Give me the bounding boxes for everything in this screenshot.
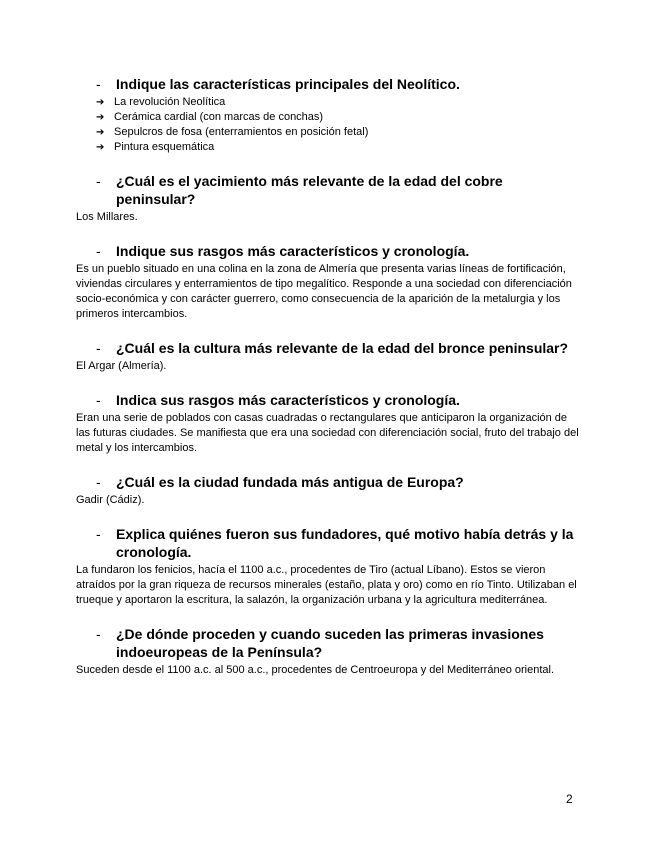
question-heading xyxy=(76,242,581,260)
answer-text: La fundaron los fenicios, hacía el 1100 a.c., procedentes de Tiro (actual Líbano). Estos se vieron atraídos por la gran riqueza de recursos minerales (estaño, plata y oro) como en río Tinto. Utilizaban el trueque y aportaron la escritura, la salazón, la organización urbana y la agricultura mediterránea. xyxy=(76,564,577,606)
question-heading xyxy=(76,473,581,491)
question-heading xyxy=(76,391,581,409)
arrow-icon: ➔ xyxy=(96,112,105,123)
question-text: Indica sus rasgos más característicos y cronología. xyxy=(116,392,460,408)
list-item: ➔ Pintura esquemática xyxy=(96,141,215,153)
answer-text: El Argar (Almería). xyxy=(76,360,167,372)
question-text: Explica quiénes fueron sus fundadores, qué motivo había detrás y la cronología. xyxy=(116,526,574,560)
page-number: 2 xyxy=(566,792,573,806)
question-heading xyxy=(76,625,581,661)
answer-text: Gadir (Cádiz). xyxy=(76,494,145,506)
arrow-icon: ➔ xyxy=(96,97,105,108)
question-heading xyxy=(76,339,581,357)
question-text: Indique sus rasgos más característicos y cronología. xyxy=(116,243,470,259)
dash-marker: - xyxy=(96,474,101,490)
dash-marker: - xyxy=(96,626,101,642)
bullet-list xyxy=(76,95,581,155)
question-text: ¿De dónde proceden y cuando suceden las primeras invasiones indoeuropeas de la Península? xyxy=(116,626,544,660)
dash-marker: - xyxy=(96,173,101,189)
dash-marker: - xyxy=(96,76,101,92)
dash-marker: - xyxy=(96,526,101,542)
dash-marker: - xyxy=(96,243,101,259)
answer-text: Es un pueblo situado en una colina en la zona de Almería que presenta varias líneas de fortificación, viviendas circulares y enterramientos de tipo megalítico. Responde a una sociedad con diferenciación socio-económica y con carácter guerrero, como consecuencia de la aparición de la metalurgia y los primeros intercambios. xyxy=(76,263,572,320)
answer-text: Los Millares. xyxy=(76,211,138,223)
question-heading xyxy=(76,525,581,561)
dash-marker: - xyxy=(96,392,101,408)
question-text: ¿Cuál es la ciudad fundada más antigua de Europa? xyxy=(116,474,464,490)
arrow-icon: ➔ xyxy=(96,127,105,138)
arrow-icon: ➔ xyxy=(96,142,105,153)
question-text: Indique las características principales del Neolítico. xyxy=(116,76,460,92)
page-content xyxy=(76,75,581,678)
list-item: ➔ Sepulcros de fosa (enterramientos en posición fetal) xyxy=(96,126,369,138)
question-heading xyxy=(76,172,581,208)
answer-text: Eran una serie de poblados con casas cuadradas o rectangulares que anticiparon la organización de las futuras ciudades. Se manifiesta que era una sociedad con diferenciación social, fruto del trabajo del metal y los intercambios. xyxy=(76,412,579,454)
question-text: ¿Cuál es la cultura más relevante de la edad del bronce peninsular? xyxy=(116,340,569,356)
question-heading xyxy=(76,75,581,93)
list-item: ➔ La revolución Neolítica xyxy=(96,96,226,108)
dash-marker: - xyxy=(96,340,101,356)
list-item: ➔ Cerámica cardial (con marcas de conchas) xyxy=(96,111,324,123)
question-text: ¿Cuál es el yacimiento más relevante de la edad del cobre peninsular? xyxy=(116,173,503,207)
answer-text: Suceden desde el 1100 a.c. al 500 a.c., procedentes de Centroeuropa y del Mediterráneo oriental. xyxy=(76,664,555,676)
